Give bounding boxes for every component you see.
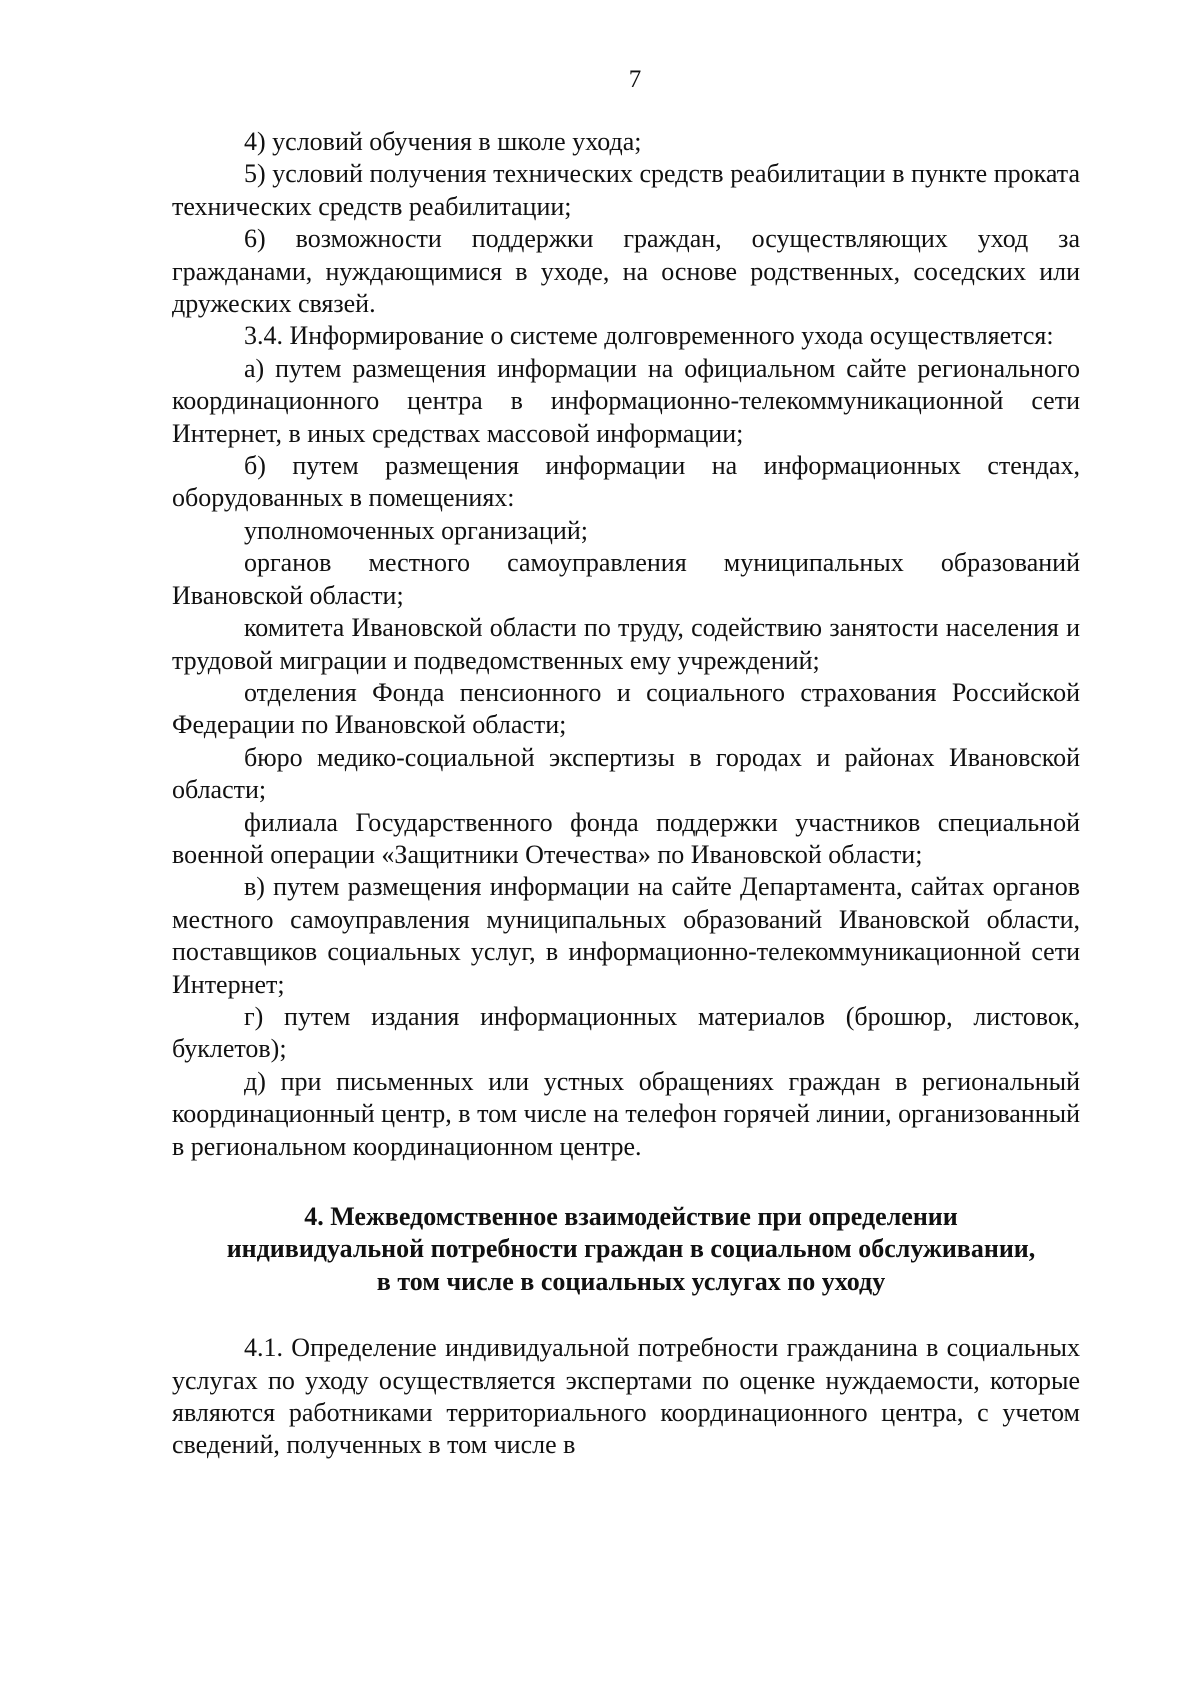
clause-4-1: 4.1. Определение индивидуальной потребности гражданина в социальных услугах по уходу осуществляется экспертами по оценке нуждаемости, которые являются работниками территориального координационного центра, с учетом сведений, полученных в том числе в <box>172 1333 1080 1460</box>
sub-item-defenders-fund: филиала Государственного фонда поддержки участников специальной военной операции «Защитники Отечества» по Ивановской области; <box>172 807 1080 869</box>
item-v: в) путем размещения информации на сайте Департамента, сайтах органов местного самоуправления муниципальных образований Ивановской области, поставщиков социальных услуг, в информационно-телекоммуникационной сети Интернет; <box>172 872 1080 999</box>
sub-item-organizations: уполномоченных организаций; <box>244 515 588 545</box>
document-page <box>172 64 1080 1462</box>
section-heading <box>172 1201 1080 1298</box>
clause-3-4: 3.4. Информирование о системе долговременного ухода осуществляется: <box>244 321 1054 351</box>
page-number: 7 <box>628 66 642 93</box>
list-item-6: 6) возможности поддержки граждан, осуществляющих уход за гражданами, нуждающимися в уходе, на основе родственных, соседских или дружеских связей. <box>172 224 1080 319</box>
list-item-4: 4) условий обучения в школе ухода; <box>244 127 642 156</box>
list-item-5: 5) условий получения технических средств реабилитации в пункте проката технических средств реабилитации; <box>172 159 1080 221</box>
section-heading-line: индивидуальной потребности граждан в социальном обслуживании, <box>226 1234 1036 1264</box>
sub-item-medical-expertise: бюро медико-социальной экспертизы в городах и районах Ивановской области; <box>172 742 1080 805</box>
section-heading-line: в том числе в социальных услугах по уходу <box>376 1266 886 1296</box>
section-heading-line: 4. Межведомственное взаимодействие при определении <box>304 1202 958 1231</box>
sub-item-labor-committee: комитета Ивановской области по труду, содействию занятости населения и трудовой миграции и подведомственных ему учреждений; <box>172 613 1080 675</box>
item-a: а) путем размещения информации на официальном сайте регионального координационного центра в информационно-телекоммуникационной сети Интернет, в иных средствах массовой информации; <box>172 353 1080 448</box>
item-d: д) при письменных или устных обращениях граждан в региональный координационный центр, в том числе на телефон горячей линии, организованный в региональном координационном центре. <box>172 1066 1080 1161</box>
sub-item-local-government: органов местного самоуправления муниципальных образований Ивановской области; <box>172 548 1080 610</box>
item-g: г) путем издания информационных материалов (брошюр, листовок, буклетов); <box>172 1001 1080 1064</box>
sub-item-pension-fund: отделения Фонда пенсионного и социального страхования Российской Федерации по Ивановской области; <box>172 677 1080 740</box>
item-b: б) путем размещения информации на информационных стендах, оборудованных в помещениях: <box>172 451 1080 513</box>
